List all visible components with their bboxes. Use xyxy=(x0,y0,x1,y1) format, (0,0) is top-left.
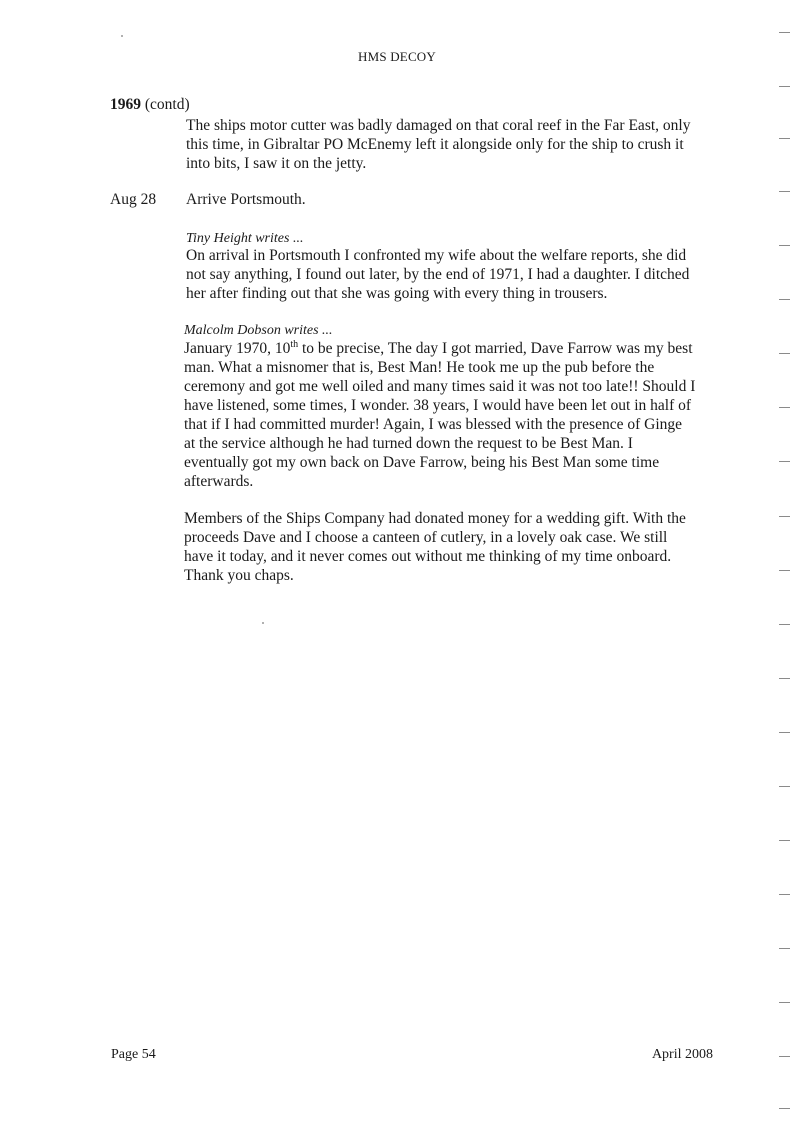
punch-mark xyxy=(779,840,790,841)
malcolm-line-2: man. What a misnomer that is, Best Man! He took me up the pub before the xyxy=(184,359,655,376)
punch-mark xyxy=(779,678,790,679)
punch-mark xyxy=(779,191,790,192)
punch-mark xyxy=(779,1108,790,1109)
malcolm-line-7: eventually got my own back on Dave Farrow, being his Best Man some time xyxy=(184,454,660,471)
punch-mark xyxy=(779,245,790,246)
malcolm-line-1-post: to be precise, The day I got married, Dave Farrow was my best xyxy=(298,340,693,357)
cutter-line-3: into bits, I saw it on the jetty. xyxy=(186,155,367,172)
tiny-line-1: On arrival in Portsmouth I confronted my wife about the welfare reports, she did xyxy=(186,247,687,264)
malcolm-line-1-pre: January 1970, 10 xyxy=(184,340,291,357)
punch-mark xyxy=(779,407,790,408)
punch-mark xyxy=(779,138,790,139)
malcolm-line-3: ceremony and got me well oiled and many times said it was not too late!! Should I xyxy=(184,378,696,395)
cutter-line-1: The ships motor cutter was badly damaged on that coral reef in the Far East, only xyxy=(186,117,691,134)
tiny-byline: Tiny Height writes ... xyxy=(186,231,304,246)
punch-mark xyxy=(779,1056,790,1057)
gift-line-2: proceeds Dave and I choose a canteen of cutlery, in a lovely oak case. We still xyxy=(184,529,668,546)
malcolm-line-5: that if I had committed murder! Again, I was blessed with the presence of Ginge xyxy=(184,416,683,433)
cutter-line-2: this time, in Gibraltar PO McEnemy left it alongside only for the ship to crush it xyxy=(186,136,684,153)
page-number: Page 54 xyxy=(111,1047,156,1062)
punch-mark xyxy=(779,732,790,733)
year-label: 1969 xyxy=(110,96,141,113)
page-header: HMS DECOY xyxy=(357,49,436,64)
punch-mark xyxy=(779,86,790,87)
gift-line-3: have it today, and it never comes out without me thinking of my time onboard. xyxy=(184,548,672,565)
contd-label: (contd) xyxy=(141,96,190,113)
tiny-line-3: her after finding out that she was going with every thing in trousers. xyxy=(186,285,608,302)
punch-mark xyxy=(779,1002,790,1003)
punch-mark xyxy=(779,624,790,625)
footer-date: April 2008 xyxy=(651,1047,713,1062)
punch-mark xyxy=(779,299,790,300)
malcolm-line-1 xyxy=(184,340,693,359)
malcolm-line-4: have listened, some times, I wonder. 38 years, I would have been let out in half of xyxy=(184,397,692,414)
malcolm-byline: Malcolm Dobson writes ... xyxy=(184,323,333,338)
malcolm-line-8: afterwards. xyxy=(184,473,254,490)
scan-speck xyxy=(262,622,264,624)
entry-date: Aug 28 xyxy=(110,191,157,208)
gift-line-1: Members of the Ships Company had donated money for a wedding gift. With the xyxy=(184,510,686,527)
ordinal-suffix: th xyxy=(290,338,299,350)
punch-mark xyxy=(779,32,790,33)
punch-mark xyxy=(779,516,790,517)
scan-speck xyxy=(121,35,123,37)
malcolm-line-6: at the service although he had turned down the request to be Best Man. I xyxy=(184,435,633,452)
punch-mark xyxy=(779,948,790,949)
punch-mark xyxy=(779,461,790,462)
entry-year xyxy=(110,96,190,114)
punch-mark xyxy=(779,353,790,354)
gift-line-4: Thank you chaps. xyxy=(184,567,294,584)
punch-mark xyxy=(779,894,790,895)
punch-marks xyxy=(774,0,794,1122)
punch-mark xyxy=(779,570,790,571)
entry-text: Arrive Portsmouth. xyxy=(186,191,306,208)
tiny-line-2: not say anything, I found out later, by the end of 1971, I had a daughter. I ditched xyxy=(186,266,690,283)
punch-mark xyxy=(779,786,790,787)
